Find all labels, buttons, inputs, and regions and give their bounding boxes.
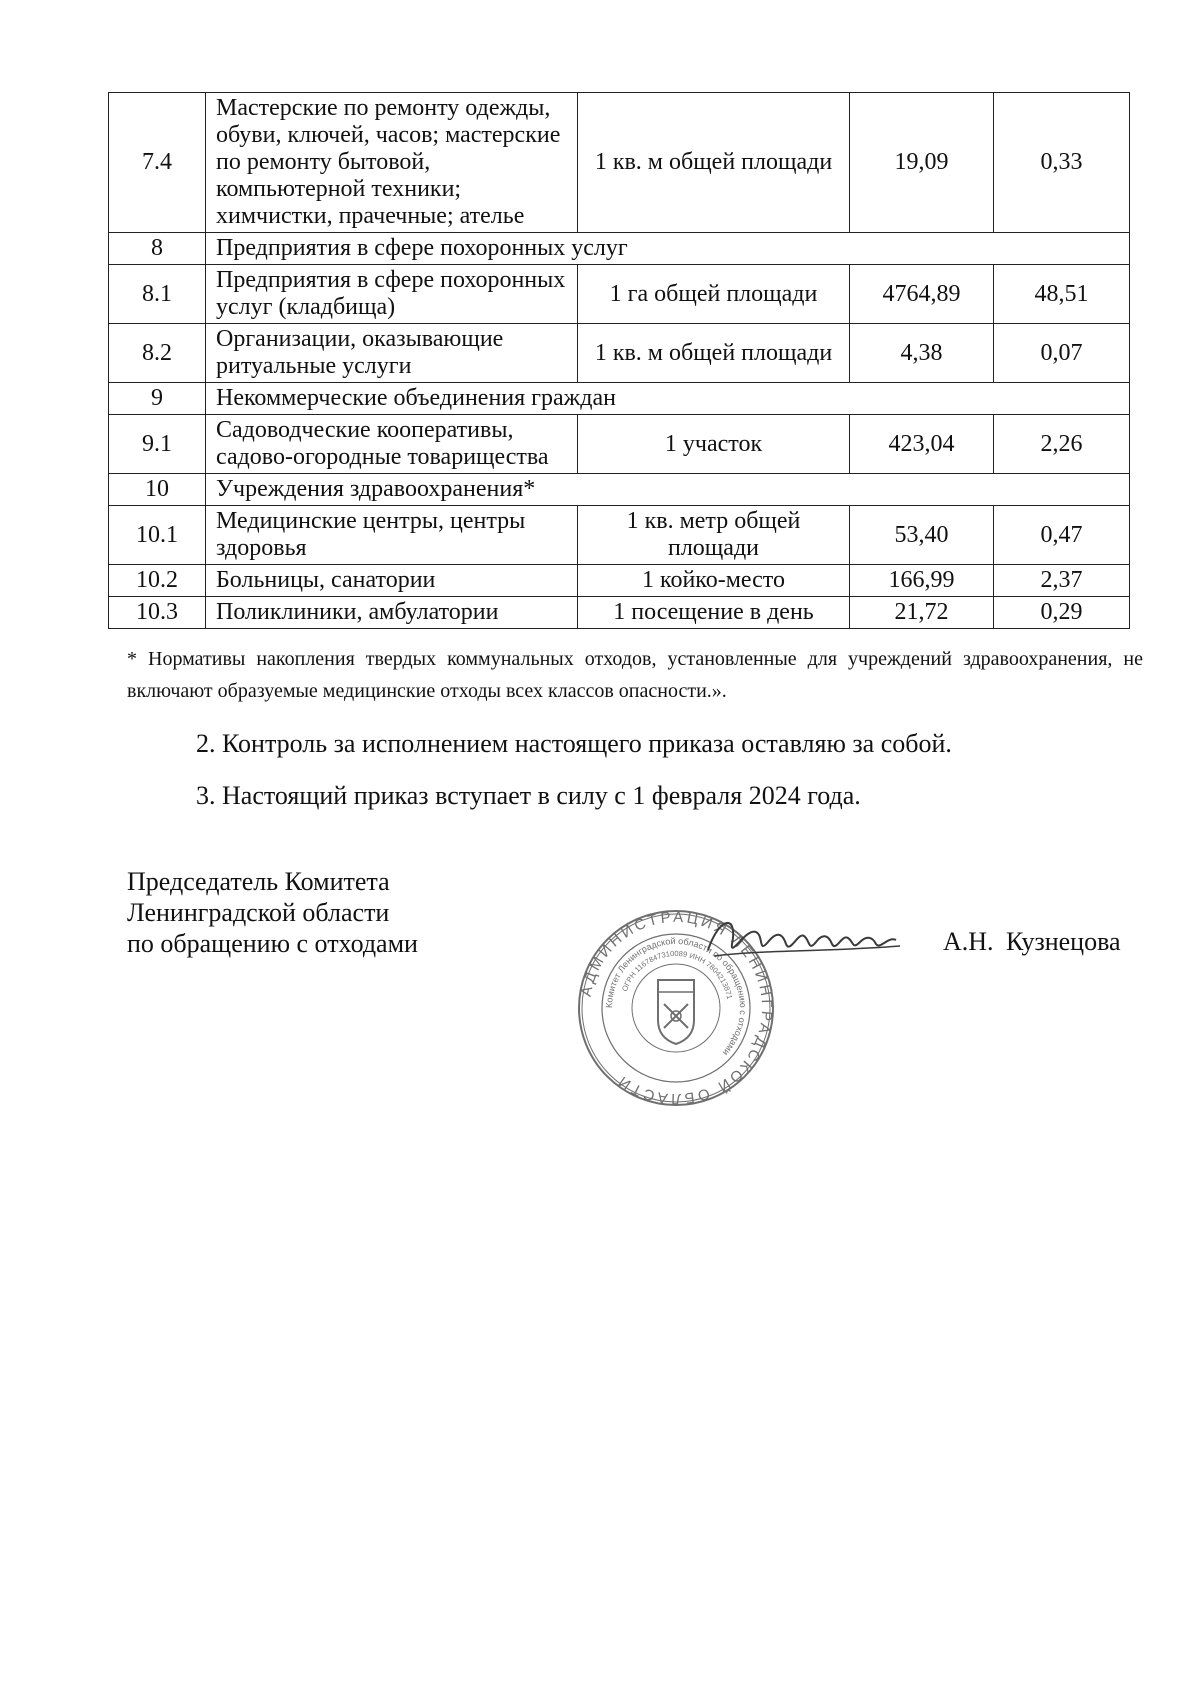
norm-volume: 2,26 [994, 415, 1130, 474]
category-line: Садоводческие кооперативы, [216, 417, 514, 443]
table-group-row [109, 233, 1130, 265]
object-category [206, 93, 578, 233]
table-group-row [109, 383, 1130, 415]
category-line: ритуальные услуги [216, 353, 412, 379]
norm-mass: 19,09 [850, 93, 994, 233]
category-line: здоровья [216, 535, 307, 561]
object-category [206, 597, 578, 629]
calculation-unit [578, 565, 850, 597]
norm-volume: 0,33 [994, 93, 1130, 233]
table-row [109, 415, 1130, 474]
category-line: Поликлиники, амбулатории [216, 599, 499, 625]
row-number: 10.2 [109, 565, 206, 597]
category-line: Предприятия в сфере похоронных [216, 267, 566, 293]
group-title: Некоммерческие объединения граждан [206, 383, 1130, 415]
norm-mass: 53,40 [850, 506, 994, 565]
calculation-unit [578, 506, 850, 565]
calculation-unit [578, 265, 850, 324]
calculation-unit [578, 324, 850, 383]
signer-title-line: Председатель Комитета [127, 867, 390, 896]
category-line: химчистки, прачечные; ателье [216, 203, 525, 229]
table-row [109, 597, 1130, 629]
group-title: Предприятия в сфере похоронных услуг [206, 233, 1130, 265]
table-row [109, 265, 1130, 324]
category-line: компьютерной техники; [216, 176, 462, 202]
row-number: 10 [109, 474, 206, 506]
table-group-row [109, 474, 1130, 506]
calculation-unit [578, 597, 850, 629]
norm-mass: 4,38 [850, 324, 994, 383]
unit-line: 1 койко-место [642, 567, 785, 593]
object-category [206, 415, 578, 474]
object-category [206, 565, 578, 597]
unit-line: 1 кв. м общей площади [594, 339, 833, 366]
unit-line: площади [667, 535, 759, 561]
category-line: Медицинские центры, центры [216, 508, 526, 534]
row-number: 10.1 [109, 506, 206, 565]
category-line: услуг (кладбища) [216, 294, 396, 320]
signer-name: А.Н. Кузнецова [943, 927, 1121, 956]
category-line: обуви, ключей, часов; мастерские [216, 122, 561, 148]
category-line: Больницы, санатории [216, 567, 436, 593]
object-category [206, 324, 578, 383]
seal-ogrn-text: ОГРН 1167847310089 ИНН 7804213871 [619, 948, 735, 1000]
unit-line: 1 га общей площади [609, 280, 818, 307]
order-item-2: 2. Контроль за исполнением настоящего приказа оставляю за собой. [196, 729, 952, 758]
table-row [109, 565, 1130, 597]
unit-line: 1 участок [664, 430, 763, 457]
footnote: * Нормативы накопления твердых коммунальных отходов, установленные для учреждений здравоохранения, не включают образуемые медицинские отходы всех классов опасности.». [127, 648, 1143, 702]
norm-volume: 2,37 [994, 565, 1130, 597]
seal-outer-text: АДМИНИСТРАЦИЯ ЛЕНИНГРАДСКОЙ ОБЛАСТИ [577, 908, 776, 1108]
row-number: 10.3 [109, 597, 206, 629]
table-row [109, 324, 1130, 383]
norm-volume: 48,51 [994, 265, 1130, 324]
handwritten-signature [700, 910, 910, 970]
unit-line: 1 кв. метр общей [626, 508, 801, 534]
calculation-unit [578, 415, 850, 474]
norms-table-body [109, 93, 1130, 629]
row-number: 8 [109, 233, 206, 265]
object-category [206, 265, 578, 324]
table-row [109, 506, 1130, 565]
signer-title-line: по обращению с отходами [127, 929, 418, 958]
table-row [109, 93, 1130, 233]
row-number: 9 [109, 383, 206, 415]
norm-mass: 166,99 [850, 565, 994, 597]
category-line: садово-огородные товарищества [216, 444, 549, 470]
norms-table [108, 92, 1130, 629]
signer-title-line: Ленинградской области [127, 898, 390, 927]
category-line: по ремонту бытовой, [216, 149, 431, 175]
row-number: 7.4 [109, 93, 206, 233]
row-number: 8.2 [109, 324, 206, 383]
norm-mass: 4764,89 [850, 265, 994, 324]
object-category [206, 506, 578, 565]
order-item-3: 3. Настоящий приказ вступает в силу с 1 февраля 2024 года. [196, 781, 861, 810]
seal-inner-text: Комитет Ленинградской области по обращению с отходами [603, 935, 749, 1058]
unit-line: 1 кв. м общей площади [594, 149, 833, 175]
group-title: Учреждения здравоохранения* [206, 474, 1130, 506]
calculation-unit [578, 93, 850, 233]
category-line: Организации, оказывающие [216, 326, 504, 352]
row-number: 8.1 [109, 265, 206, 324]
row-number: 9.1 [109, 415, 206, 474]
unit-line: 1 посещение в день [613, 599, 814, 625]
norm-mass: 21,72 [850, 597, 994, 629]
signer-title [127, 866, 418, 959]
norm-volume: 0,29 [994, 597, 1130, 629]
category-line: Мастерские по ремонту одежды, [216, 95, 551, 121]
norm-mass: 423,04 [850, 415, 994, 474]
norm-volume: 0,07 [994, 324, 1130, 383]
norm-volume: 0,47 [994, 506, 1130, 565]
